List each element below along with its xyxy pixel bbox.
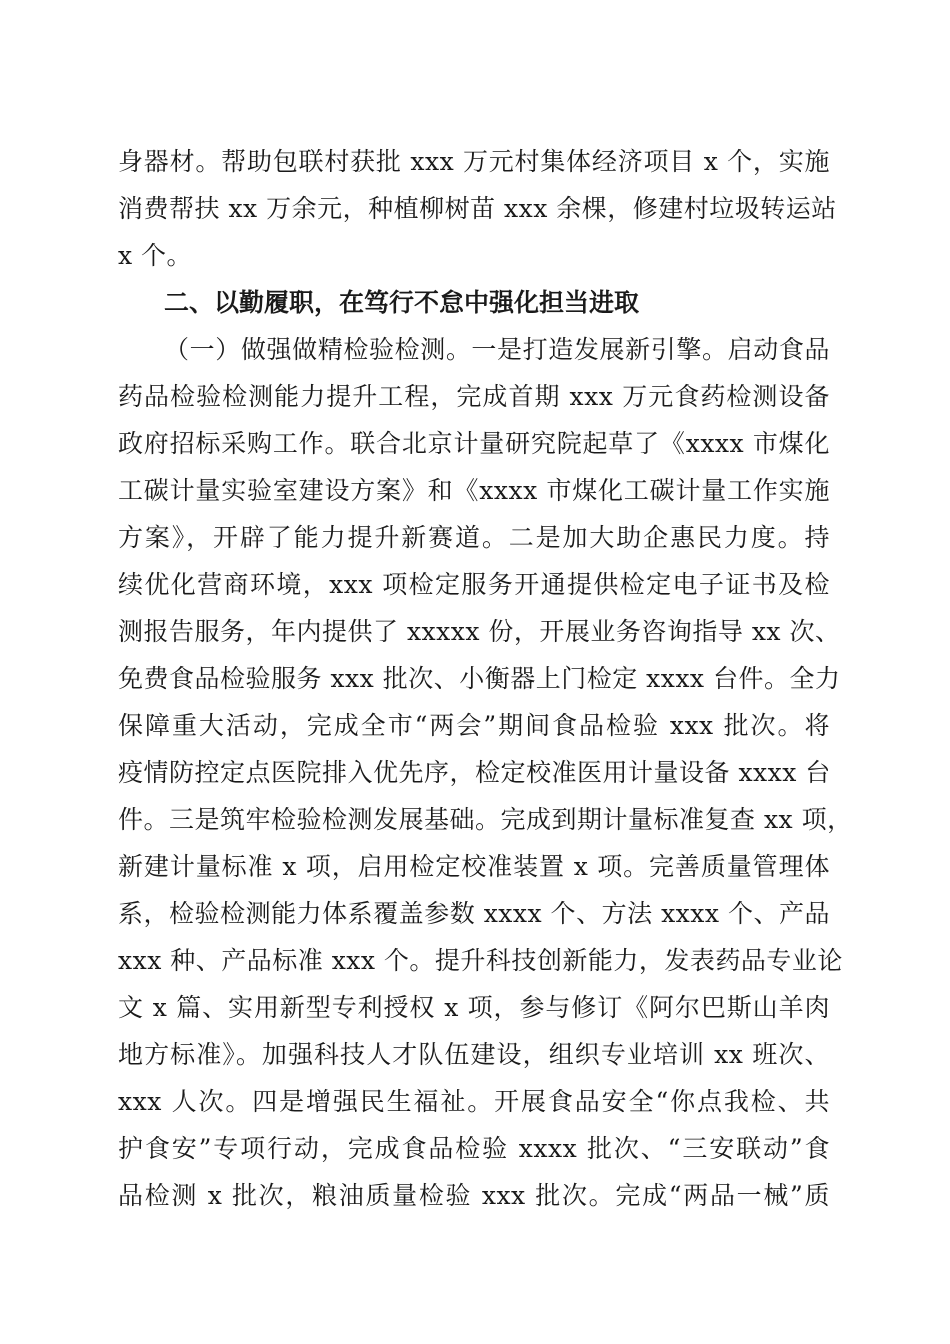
intro-paragraph [118,138,837,279]
paragraph-line: 品检测 x 批次，粮油质量检验 xxx 批次。完成“两品一械”质 [118,1181,830,1210]
paragraph-line: （一）做强做精检验检测。一是打造发展新引擎。启动食品 [164,335,830,364]
body-paragraph [118,326,853,1219]
paragraph-line: 新建计量标准 x 项，启用检定校准装置 x 项。完善质量管理体 [118,852,830,881]
paragraph-line: 续优化营商环境，xxx 项检定服务开通提供检定电子证书及检 [118,570,830,599]
paragraph-line: 保障重大活动，完成全市“两会”期间食品检验 xxx 批次。将 [118,711,830,740]
paragraph-line: 文 x 篇、实用新型专利授权 x 项，参与修订《阿尔巴斯山羊肉 [118,993,830,1022]
paragraph-line: 身器材。帮助包联村获批 xxx 万元村集体经济项目 x 个，实施 [118,147,830,176]
paragraph-line: 政府招标采购工作。联合北京计量研究院起草了《xxxx 市煤化 [118,429,830,458]
document-page [118,138,853,1219]
paragraph-line: 地方标准》。加强科技人才队伍建设，组织专业培训 xx 班次、 [118,1040,830,1069]
paragraph-line: 药品检验检测能力提升工程，完成首期 xxx 万元食药检测设备 [118,382,830,411]
paragraph-line: 系，检验检测能力体系覆盖参数 xxxx 个、方法 xxxx 个、产品 [118,899,830,928]
paragraph-line: 疫情防控定点医院排入优先序，检定校准医用计量设备 xxxx 台 [118,758,831,787]
paragraph-line: 护食安”专项行动，完成食品检验 xxxx 批次、“三安联动”食 [118,1134,830,1163]
section-heading: 二、以勤履职，在笃行不怠中强化担当进取 [164,288,640,317]
paragraph-line: xxx 人次。四是增强民生福祉。开展食品安全“你点我检、共 [118,1087,830,1116]
paragraph-line: 免费食品检验服务 xxx 批次、小衡器上门检定 xxxx 台件。全力 [118,664,841,693]
paragraph-line: 件。三是筑牢检验检测发展基础。完成到期计量标准复查 xx 项， [118,805,853,834]
paragraph-line: 工碳计量实验室建设方案》和《xxxx 市煤化工碳计量工作实施 [118,476,830,505]
paragraph-line: x 个。 [118,241,193,270]
paragraph-line: 消费帮扶 xx 万余元，种植柳树苗 xxx 余棵，修建村垃圾转运站 [118,194,837,223]
paragraph-line: 方案》，开辟了能力提升新赛道。二是加大助企惠民力度。持 [118,523,830,552]
paragraph-line: xxx 种、产品标准 xxx 个。提升科技创新能力，发表药品专业论 [118,946,843,975]
paragraph-line: 测报告服务，年内提供了 xxxxx 份，开展业务咨询指导 xx 次、 [118,617,841,646]
